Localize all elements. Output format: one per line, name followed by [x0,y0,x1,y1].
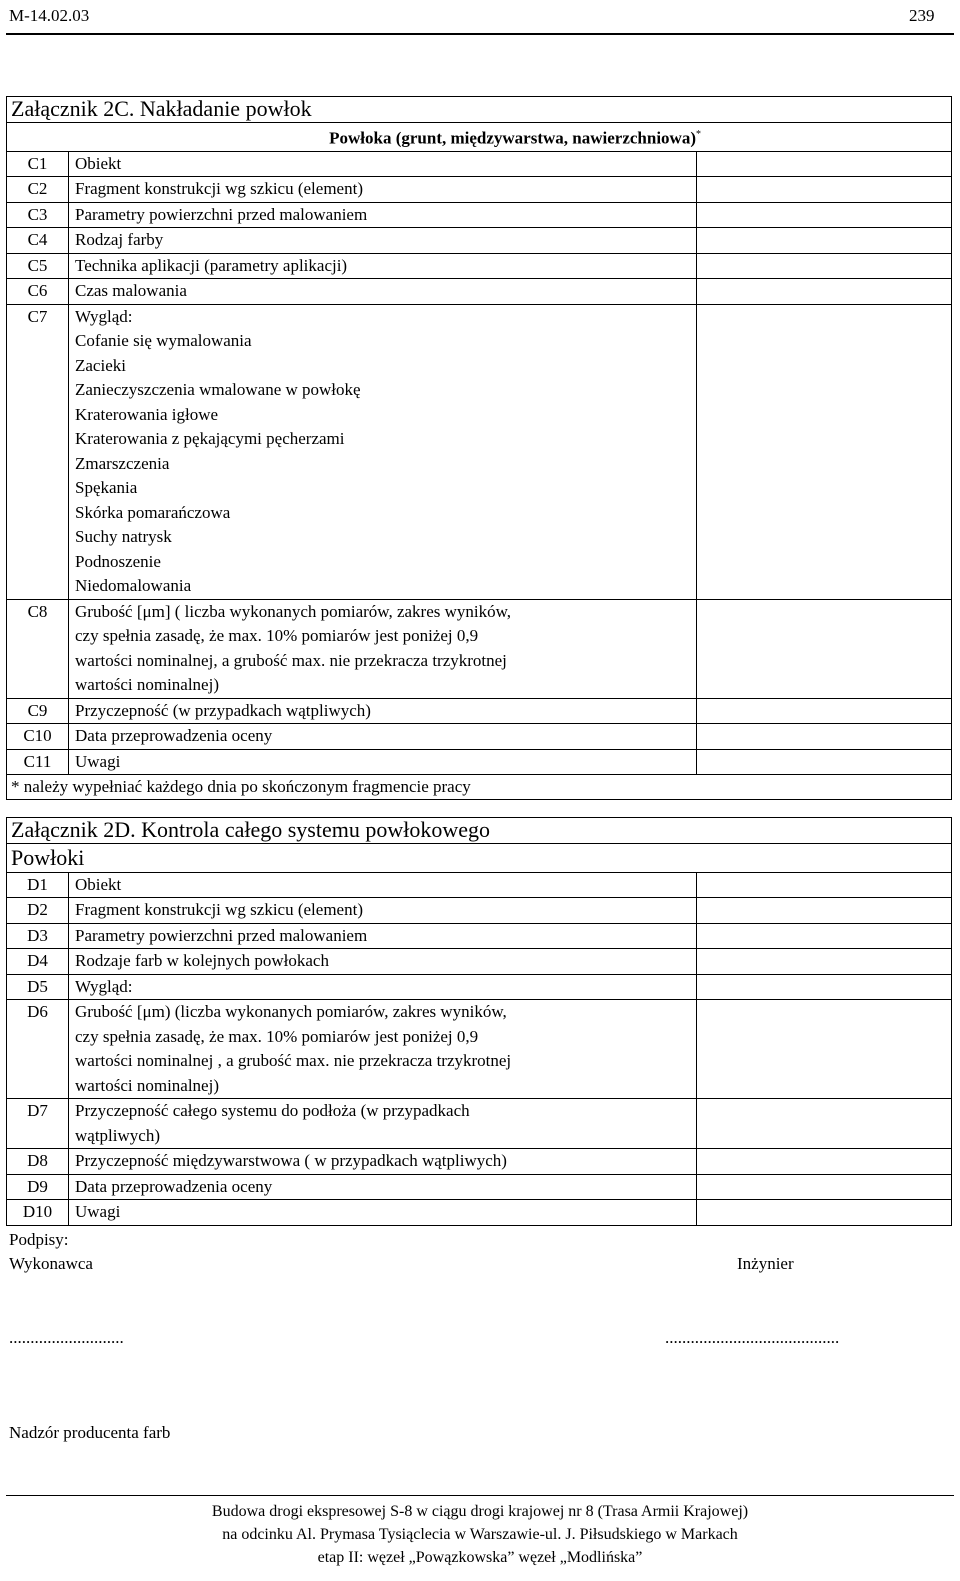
annex-2d-subtitle-row [7,843,952,872]
annex-2d-subtitle: Powłoki [7,843,952,872]
row-label [69,1149,697,1175]
table-row [7,1099,952,1149]
annex-2c-footnote: * należy wypełniać każdego dnia po skończonym fragmencie pracy [7,775,952,800]
signatures-heading: Podpisy: [9,1230,69,1249]
row-label [69,202,697,228]
table-row [7,1149,952,1175]
row-code: C1 [7,151,69,177]
contractor-label: Wykonawca [9,1254,93,1273]
row-code: D2 [7,898,69,924]
row-label [69,949,697,975]
row-label-line: Parametry powierzchni przed malowaniem [75,925,368,945]
engineer-signature-line: ......................................... [665,1328,840,1347]
row-label [69,898,697,924]
row-label-line: wątpliwych) [75,1125,160,1145]
annex-2d-title-row [7,818,952,844]
table-row [7,949,952,975]
row-label-line: Fragment konstrukcji wg szkicu (element) [75,179,363,199]
table-row [7,974,952,1000]
annex-2c-title: Załącznik 2C. Nakładanie powłok [7,97,952,123]
annex-2c-title-row [7,97,952,123]
row-label-line: Fragment konstrukcji wg szkicu (element) [75,900,363,919]
table-row [7,177,952,203]
row-label-line: Cofanie się wymalowania [75,331,252,351]
row-label [69,749,697,775]
row-code: C8 [7,599,69,698]
row-code: C7 [7,304,69,599]
row-code: D6 [7,1000,69,1099]
row-code: D5 [7,974,69,1000]
annex-2c-body [7,97,952,800]
row-value-field[interactable] [697,279,952,305]
row-label [69,279,697,305]
row-value-field[interactable] [697,898,952,924]
row-value-field[interactable] [697,1099,952,1149]
row-label-line: Grubość [μm] ( liczba wykonanych pomiarów, zakres wyników, [75,601,512,621]
coating-column-heading [7,122,952,151]
row-code: C4 [7,228,69,254]
row-value-field[interactable] [697,177,952,203]
row-value-field[interactable] [697,949,952,975]
annex-2c-heading-row [7,122,952,151]
row-label [69,304,697,599]
row-code: D7 [7,1099,69,1149]
row-value-field[interactable] [697,872,952,898]
row-value-field[interactable] [697,151,952,177]
table-row [7,923,952,949]
table-row [7,898,952,924]
table-row [7,253,952,279]
row-label-line: czy spełnia zasadę, że max. 10% pomiarów jest poniżej 0,9 [75,626,479,646]
row-value-field[interactable] [697,253,952,279]
table-row [7,1174,952,1200]
row-label [69,1200,697,1226]
annex-2d-table [6,817,952,1226]
page-footer [0,1500,960,1569]
header-rule [6,33,954,35]
document-code: M-14.02.03 [9,6,90,25]
row-label-line: Przyczepność (w przypadkach wątpliwych) [75,700,371,720]
row-value-field[interactable] [697,698,952,724]
annex-2c-table [6,96,952,800]
row-label [69,724,697,750]
row-value-field[interactable] [697,974,952,1000]
row-code: D10 [7,1200,69,1226]
row-value-field[interactable] [697,1000,952,1099]
row-label-line: Rodzaj farby [75,230,164,250]
row-label [69,1174,697,1200]
row-label-line: czy spełnia zasadę, że max. 10% pomiarów jest poniżej 0,9 [75,1026,479,1046]
row-label-line: Spękania [75,478,138,498]
annex-2d-title: Załącznik 2D. Kontrola całego systemu powłokowego [7,818,952,844]
row-label-line: Przyczepność międzywarstwowa ( w przypadkach wątpliwych) [75,1151,507,1170]
footer-line-3: etap II: węzeł „Powązkowska” węzeł „Modlińska” [317,1549,643,1566]
row-label-line: Technika aplikacji (parametry aplikacji) [75,255,348,275]
table-row [7,599,952,698]
row-value-field[interactable] [697,228,952,254]
row-label-line: Zacieki [75,355,126,375]
row-label [69,872,697,898]
row-code: C11 [7,749,69,775]
table-row [7,749,952,775]
row-value-field[interactable] [697,923,952,949]
table-row [7,304,952,599]
row-label-line: Czas malowania [75,281,187,301]
row-code: D3 [7,923,69,949]
row-code: C5 [7,253,69,279]
row-label-line: Skórka pomarańczowa [75,502,231,522]
row-value-field[interactable] [697,749,952,775]
row-label-line: Data przeprowadzenia oceny [75,1176,273,1196]
footer-rule [6,1495,954,1496]
row-code: D1 [7,872,69,898]
row-label-line: Obiekt [75,874,122,894]
table-row [7,1000,952,1099]
row-code: C3 [7,202,69,228]
footer-line-2: na odcinku Al. Prymasa Tysiąclecia w Warszawie-ul. J. Piłsudskiego w Markach [222,1526,738,1543]
row-code: C2 [7,177,69,203]
table-row [7,279,952,305]
row-value-field[interactable] [697,202,952,228]
row-label [69,974,697,1000]
row-value-field[interactable] [697,304,952,599]
row-label-line: Rodzaje farb w kolejnych powłokach [75,951,329,970]
row-label [69,1099,697,1149]
row-label-line: Przyczepność całego systemu do podłoża (w przypadkach [75,1101,470,1120]
table-row [7,202,952,228]
table-row [7,872,952,898]
row-label [69,698,697,724]
table-row [7,151,952,177]
row-value-field[interactable] [697,1174,952,1200]
annex-2d-body [7,818,952,1226]
row-label [69,151,697,177]
row-label [69,1000,697,1099]
row-value-field[interactable] [697,1149,952,1175]
row-label [69,177,697,203]
row-label-line: Niedomalowania [75,576,192,596]
table-row [7,1200,952,1226]
row-code: D4 [7,949,69,975]
row-label-line: Grubość [μm) (liczba wykonanych pomiarów, zakres wyników, [75,1002,507,1021]
row-label [69,599,697,698]
table-row [7,698,952,724]
row-label-line: Uwagi [75,751,121,771]
row-label-line: wartości nominalnej, a grubość max. nie przekracza trzykrotnej [75,650,507,670]
row-code: D9 [7,1174,69,1200]
table-row [7,228,952,254]
row-code: C9 [7,698,69,724]
row-label-line: wartości nominalnej) [75,1075,219,1095]
row-label-line: Suchy natrysk [75,527,172,547]
coating-column-heading-text: Powłoka (grunt, międzywarstwa, nawierzchniowa) [329,128,696,148]
row-label-line: Data przeprowadzenia oceny [75,726,273,746]
row-label-line: Kraterowania z pękającymi pęcherzami [75,429,345,449]
row-label-line: Zmarszczenia [75,453,170,473]
row-label [69,228,697,254]
page-number: 239 [909,6,935,25]
row-label-line: wartości nominalnej , a grubość max. nie przekracza trzykrotnej [75,1051,512,1070]
row-label-line: wartości nominalnej) [75,675,219,695]
row-code: C10 [7,724,69,750]
row-label [69,923,697,949]
row-label [69,253,697,279]
footnote-mark: * [696,128,701,140]
row-label-line: Parametry powierzchni przed malowaniem [75,204,368,224]
contractor-signature-line: ........................... [9,1328,124,1347]
row-label-line: Wygląd: [75,976,133,996]
row-code: D8 [7,1149,69,1175]
paint-supervisor-label: Nadzór producenta farb [9,1423,171,1442]
annex-2c-footnote-row [7,775,952,800]
row-label-line: Podnoszenie [75,551,161,571]
engineer-label: Inżynier [737,1254,794,1273]
row-value-field[interactable] [697,1200,952,1226]
row-label-line: Obiekt [75,153,122,173]
footer-line-1: Budowa drogi ekspresowej S-8 w ciągu drogi krajowej nr 8 (Trasa Armii Krajowej) [211,1503,749,1520]
row-label-line: Wygląd: [75,306,133,326]
row-label-line: Kraterowania igłowe [75,404,219,424]
row-value-field[interactable] [697,599,952,698]
row-value-field[interactable] [697,724,952,750]
row-label-line: Uwagi [75,1202,121,1221]
row-code: C6 [7,279,69,305]
table-row [7,724,952,750]
row-label-line: Zanieczyszczenia wmalowane w powłokę [75,380,361,400]
